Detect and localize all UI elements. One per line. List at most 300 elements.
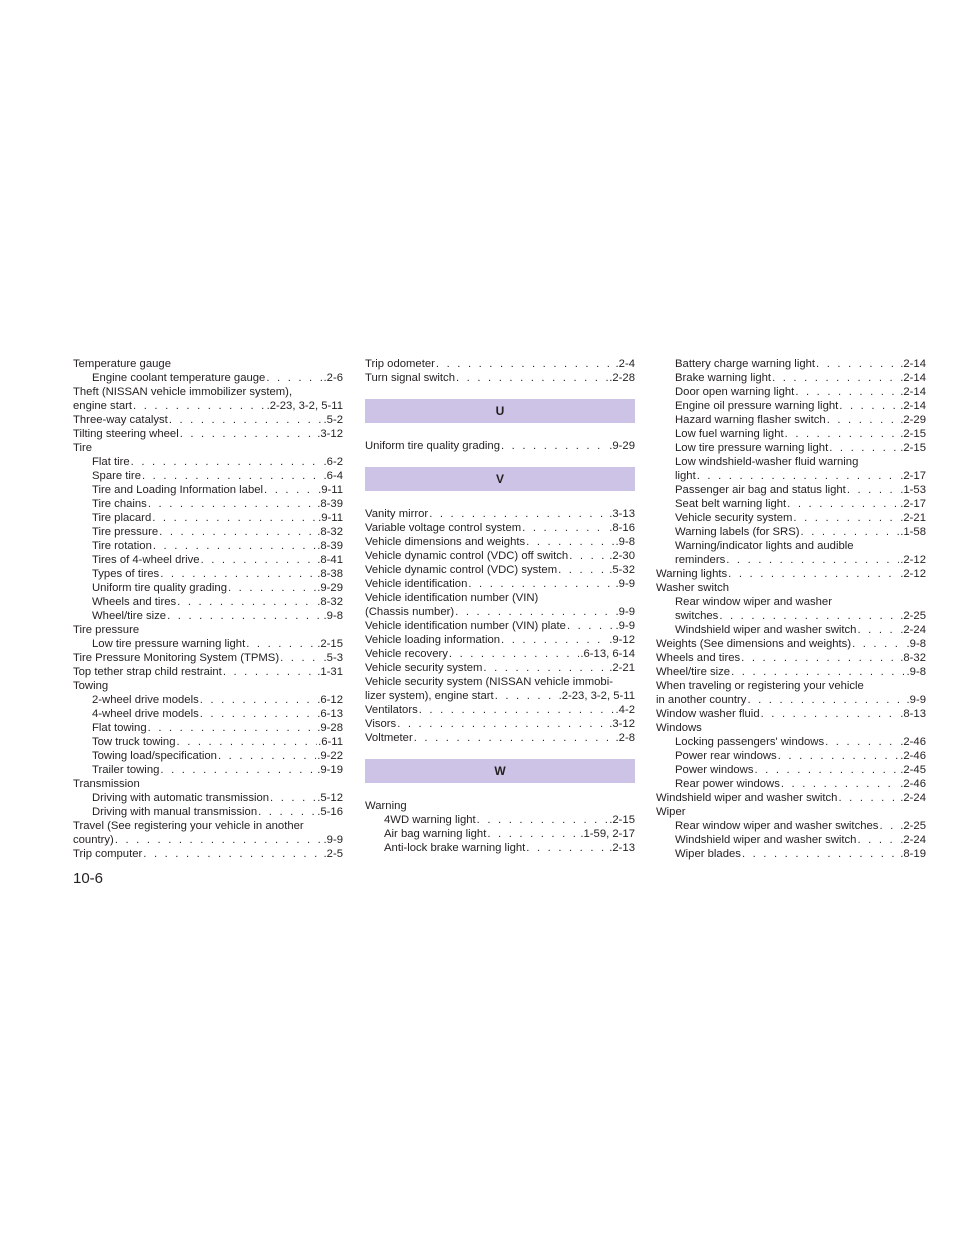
index-entry — [656, 441, 926, 455]
index-entry-page: .9-29 — [317, 582, 343, 594]
index-entry-text: Warning lights — [656, 568, 728, 580]
leader-dots — [133, 399, 266, 413]
index-entry-page: .6-12 — [317, 694, 343, 706]
index-entry-text: Washer switch — [656, 582, 730, 594]
index-entry — [656, 665, 926, 679]
index-entry-page: .2-5 — [323, 848, 343, 860]
index-entry-text: Top tether strap child restraint — [73, 666, 222, 678]
index-entry — [365, 357, 635, 371]
index-entry-text: Theft (NISSAN vehicle immobilizer system), — [73, 386, 293, 398]
index-entry-page: .2-21 — [609, 662, 635, 674]
index-entry-text: Tilting steering wheel — [73, 428, 179, 440]
index-entry-page: .2-46 — [900, 750, 926, 762]
index-entry-page: .5-16 — [317, 806, 343, 818]
index-entry-text: Anti-lock brake warning light — [384, 842, 526, 854]
index-entry — [365, 521, 635, 535]
index-entry-page: .2-46 — [900, 778, 926, 790]
index-entry-page: .2-29 — [900, 414, 926, 426]
index-entry-text: Vanity mirror — [365, 508, 429, 520]
index-entry — [365, 591, 635, 605]
index-entry-page: .1-58 — [900, 526, 926, 538]
index-entry — [365, 605, 635, 619]
index-entry-text: Windows — [656, 722, 702, 734]
index-entry-text: Temperature gauge — [73, 358, 171, 370]
index-entry-text: 4WD warning light — [384, 814, 476, 826]
index-entry-page: .2-15 — [609, 814, 635, 826]
index-entry-text: Windshield wiper and washer switch — [656, 792, 838, 804]
index-entry — [365, 535, 635, 549]
index-entry-text: Driving with manual transmission — [92, 806, 258, 818]
index-entry — [656, 805, 926, 819]
leader-dots — [131, 455, 323, 469]
index-entry-text: Brake warning light — [675, 372, 772, 384]
index-entry — [73, 483, 343, 497]
index-entry — [656, 693, 926, 707]
leader-dots — [795, 385, 899, 399]
index-entry-text: Windshield wiper and washer switch — [675, 624, 857, 636]
index-entry-text: Types of tires — [92, 568, 160, 580]
index-entry — [656, 735, 926, 749]
leader-dots — [159, 525, 316, 539]
index-entry-text: (Chassis number) — [365, 606, 455, 618]
index-entry — [656, 413, 926, 427]
index-entry-page: .8-32 — [900, 652, 926, 664]
index-entry — [73, 833, 343, 847]
index-entry-text: Trailer towing — [92, 764, 160, 776]
leader-dots — [847, 483, 899, 497]
index-entry-text: Tire Pressure Monitoring System (TPMS) — [73, 652, 280, 664]
index-entry — [656, 609, 926, 623]
leader-dots — [180, 427, 317, 441]
index-entry-text: Uniform tire quality grading — [92, 582, 227, 594]
index-entry-text: Wheel/tire size — [656, 666, 731, 678]
index-entry — [365, 577, 635, 591]
leader-dots — [270, 791, 316, 805]
index-entry — [73, 441, 343, 455]
index-entry-text: Tire placard — [92, 512, 152, 524]
leader-dots — [246, 637, 316, 651]
index-entry-text: Wheel/tire size — [92, 610, 167, 622]
index-group-t-continued — [365, 357, 635, 385]
leader-dots — [793, 511, 899, 525]
index-entry-text: Vehicle dynamic control (VDC) system — [365, 564, 558, 576]
index-entry — [656, 679, 926, 693]
leader-dots — [567, 619, 615, 633]
index-entry-text: Vehicle identification number (VIN) — [365, 592, 539, 604]
leader-dots — [258, 805, 316, 819]
index-entry — [656, 833, 926, 847]
index-entry-page: .9-29 — [609, 440, 635, 452]
index-entry-page: .2-28 — [609, 372, 635, 384]
index-entry — [656, 357, 926, 371]
index-entry-text: Spare tire — [92, 470, 141, 482]
index-entry-text: 4-wheel drive models — [92, 708, 199, 720]
index-entry-page: .6-4 — [323, 470, 343, 482]
leader-dots — [522, 521, 608, 535]
leader-dots — [857, 623, 899, 637]
index-entry — [656, 637, 926, 651]
index-entry-page: .8-19 — [900, 848, 926, 860]
index-entry-page: .2-24 — [900, 792, 926, 804]
index-entry-text: Rear power windows — [675, 778, 780, 790]
index-entry-page: .2-23, 3-2, 5-11 — [558, 690, 635, 702]
index-entry-page: .2-15 — [900, 442, 926, 454]
page-number: 10-6 — [73, 870, 104, 887]
index-entry — [73, 693, 343, 707]
index-entry — [656, 511, 926, 525]
index-entry-page: .4-2 — [615, 704, 635, 716]
index-entry-page: .9-8 — [323, 610, 343, 622]
index-entry-page: .9-9 — [615, 578, 635, 590]
index-entry-text: Window washer fluid — [656, 708, 760, 720]
index-entry-page: .2-14 — [900, 400, 926, 412]
index-entry — [73, 413, 343, 427]
index-entry-text: Turn signal switch — [365, 372, 455, 384]
index-entry-text: Weights (See dimensions and weights) — [656, 638, 852, 650]
index-entry-text: Battery charge warning light — [675, 358, 816, 370]
index-entry-page: .2-23, 3-2, 5-11 — [266, 400, 343, 412]
index-entry-text: Wheels and tires — [92, 596, 177, 608]
index-entry-page: .2-14 — [900, 372, 926, 384]
index-entry — [365, 439, 635, 453]
index-entry-page: .9-9 — [906, 694, 926, 706]
index-entry — [656, 399, 926, 413]
index-entry — [73, 553, 343, 567]
leader-dots — [772, 371, 899, 385]
leader-dots — [761, 707, 900, 721]
index-entry — [365, 675, 635, 689]
leader-dots — [483, 661, 608, 675]
leader-dots — [280, 651, 322, 665]
index-entry-text: 2-wheel drive models — [92, 694, 199, 706]
leader-dots — [218, 749, 316, 763]
leader-dots — [167, 609, 322, 623]
index-entry-page: .2-24 — [900, 624, 926, 636]
index-entry-text: Wheels and tires — [656, 652, 741, 664]
index-entry — [656, 763, 926, 777]
index-entry — [73, 651, 343, 665]
index-entry-text: Low windshield-washer fluid warning — [675, 456, 859, 468]
leader-dots — [742, 847, 899, 861]
index-entry-page: .3-12 — [317, 428, 343, 440]
index-column-1 — [73, 357, 343, 861]
leader-dots — [852, 637, 905, 651]
leader-dots — [160, 567, 316, 581]
index-entry — [73, 679, 343, 693]
index-entry — [73, 399, 343, 413]
index-entry — [656, 567, 926, 581]
index-entry — [73, 581, 343, 595]
index-entry-text: country) — [73, 834, 114, 846]
index-entry-page: .8-32 — [317, 596, 343, 608]
index-entry-text: Visors — [365, 718, 397, 730]
index-entry-text: Rear window wiper and washer switches — [675, 820, 879, 832]
index-entry-text: Vehicle recovery — [365, 648, 448, 660]
leader-dots — [177, 735, 318, 749]
index-entry — [656, 749, 926, 763]
index-entry-page: .2-14 — [900, 386, 926, 398]
index-entry — [73, 385, 343, 399]
index-entry — [656, 707, 926, 721]
leader-dots — [143, 847, 322, 861]
leader-dots — [787, 497, 899, 511]
leader-dots — [569, 549, 608, 563]
index-entry — [73, 371, 343, 385]
leader-dots — [857, 833, 899, 847]
leader-dots — [177, 595, 316, 609]
index-entry-text: in another country — [656, 694, 747, 706]
index-entry-page: .9-11 — [318, 484, 343, 496]
index-entry-text: Rear window wiper and washer — [675, 596, 832, 608]
index-entry-text: Tire — [73, 442, 93, 454]
index-entry-page: .8-32 — [317, 526, 343, 538]
index-entry-text: Flat tire — [92, 456, 130, 468]
index-entry-page: .6-13 — [317, 708, 343, 720]
index-entry — [365, 619, 635, 633]
leader-dots — [785, 427, 900, 441]
index-entry — [73, 623, 343, 637]
leader-dots — [414, 731, 615, 745]
index-entry — [365, 661, 635, 675]
index-entry-page: .8-38 — [317, 568, 343, 580]
leader-dots — [153, 539, 316, 553]
leader-dots — [455, 605, 614, 619]
leader-dots — [266, 371, 322, 385]
leader-dots — [160, 763, 316, 777]
index-entry — [73, 791, 343, 805]
leader-dots — [477, 813, 609, 827]
index-entry — [365, 827, 635, 841]
index-entry-page: .8-39 — [317, 540, 343, 552]
index-entry-page: .2-24 — [900, 834, 926, 846]
index-entry-page: .8-13 — [900, 708, 926, 720]
index-entry — [73, 469, 343, 483]
index-entry-text: Travel (See registering your vehicle in another — [73, 820, 304, 832]
index-entry-page: .1-53 — [900, 484, 926, 496]
index-entry-text: Low tire pressure warning light — [92, 638, 246, 650]
leader-dots — [201, 553, 317, 567]
index-entry — [73, 595, 343, 609]
leader-dots — [501, 439, 608, 453]
leader-dots — [169, 413, 323, 427]
section-header-w: W — [365, 759, 635, 783]
index-entry — [73, 763, 343, 777]
leader-dots — [879, 819, 899, 833]
leader-dots — [829, 441, 899, 455]
index-entry-page: .9-22 — [317, 750, 343, 762]
index-entry-page: .9-12 — [609, 634, 635, 646]
index-entry-text: Vehicle dimensions and weights — [365, 536, 526, 548]
index-entry-text: reminders — [675, 554, 726, 566]
index-entry-page: .2-45 — [900, 764, 926, 776]
leader-dots — [148, 497, 316, 511]
index-entry-page: .3-13 — [609, 508, 635, 520]
leader-dots — [754, 763, 899, 777]
leader-dots — [719, 609, 899, 623]
index-entry-text: switches — [675, 610, 719, 622]
leader-dots — [495, 689, 558, 703]
leader-dots — [449, 647, 579, 661]
index-entry-page: .6-2 — [323, 456, 343, 468]
index-entry-text: Tire pressure — [73, 624, 140, 636]
leader-dots — [526, 535, 614, 549]
index-entry — [73, 637, 343, 651]
leader-dots — [728, 567, 899, 581]
index-entry — [365, 647, 635, 661]
index-entry — [656, 777, 926, 791]
index-entry-text: Engine coolant temperature gauge — [92, 372, 266, 384]
index-group-w — [365, 799, 635, 855]
index-column-3 — [656, 357, 926, 861]
leader-dots — [839, 399, 899, 413]
section-header-u: U — [365, 399, 635, 423]
index-entry-text: Seat belt warning light — [675, 498, 787, 510]
index-entry — [365, 731, 635, 745]
index-entry-text: Warning labels (for SRS) — [675, 526, 800, 538]
index-entry-page: .2-21 — [900, 512, 926, 524]
leader-dots — [142, 469, 323, 483]
index-entry — [656, 525, 926, 539]
index-entry — [73, 511, 343, 525]
leader-dots — [825, 735, 899, 749]
index-entry — [656, 497, 926, 511]
index-entry — [365, 813, 635, 827]
index-entry-page: .9-28 — [317, 722, 343, 734]
index-entry-text: Low fuel warning light — [675, 428, 784, 440]
index-entry-page: .2-15 — [900, 428, 926, 440]
index-entry-page: .9-9 — [323, 834, 343, 846]
index-entry-text: Wiper blades — [675, 848, 741, 860]
index-entry-text: Vehicle security system — [675, 512, 793, 524]
index-entry — [656, 819, 926, 833]
index-entry — [656, 791, 926, 805]
index-entry — [656, 539, 926, 553]
index-entry-page: .9-11 — [318, 512, 343, 524]
index-entry-text: Door open warning light — [675, 386, 795, 398]
index-entry-text: Trip computer — [73, 848, 143, 860]
leader-dots — [816, 357, 899, 371]
index-entry-page: .5-12 — [317, 792, 343, 804]
section-header-v: V — [365, 467, 635, 491]
leader-dots — [801, 525, 900, 539]
index-entry-page: .2-46 — [900, 736, 926, 748]
index-entry-page: .5-32 — [609, 564, 635, 576]
index-entry-page: .9-8 — [615, 536, 635, 548]
index-entry — [656, 469, 926, 483]
index-entry — [73, 707, 343, 721]
index-entry-page: .6-13, 6-14 — [580, 648, 635, 660]
index-entry-page: .2-14 — [900, 358, 926, 370]
index-entry-text: Power rear windows — [675, 750, 777, 762]
index-entry — [656, 721, 926, 735]
index-entry — [656, 623, 926, 637]
leader-dots — [781, 777, 899, 791]
index-group-v — [365, 507, 635, 745]
index-entry-page: .5-3 — [323, 652, 343, 664]
index-entry-page: .9-8 — [906, 638, 926, 650]
index-entry — [73, 777, 343, 791]
leader-dots — [419, 703, 615, 717]
index-entry-page: .3-12 — [609, 718, 635, 730]
leader-dots — [228, 581, 316, 595]
index-entry-text: Tires of 4-wheel drive — [92, 554, 200, 566]
leader-dots — [526, 841, 608, 855]
leader-dots — [397, 717, 608, 731]
leader-dots — [838, 791, 899, 805]
leader-dots — [152, 511, 317, 525]
index-entry-text: engine start — [73, 400, 133, 412]
index-entry-text: Vehicle loading information — [365, 634, 501, 646]
index-entry-page: .2-25 — [900, 610, 926, 622]
index-entry-page: .8-16 — [609, 522, 635, 534]
index-entry-text: Vehicle dynamic control (VDC) off switch — [365, 550, 569, 562]
index-entry-page: .2-4 — [615, 358, 635, 370]
leader-dots — [778, 749, 900, 763]
leader-dots — [468, 577, 614, 591]
index-entry-text: Vehicle identification number (VIN) plate — [365, 620, 566, 632]
leader-dots — [436, 357, 615, 371]
index-entry — [365, 799, 635, 813]
index-entry-text: lizer system), engine start — [365, 690, 494, 702]
index-entry-text: Flat towing — [92, 722, 147, 734]
index-entry-text: Driving with automatic transmission — [92, 792, 270, 804]
leader-dots — [827, 413, 900, 427]
index-entry-text: Transmission — [73, 778, 140, 790]
index-entry-page: .2-12 — [900, 568, 926, 580]
index-entry — [73, 567, 343, 581]
index-entry-text: Engine oil pressure warning light — [675, 400, 839, 412]
index-entry — [365, 549, 635, 563]
index-entry — [73, 427, 343, 441]
index-entry — [365, 371, 635, 385]
index-entry — [73, 357, 343, 371]
index-entry-text: Tire pressure — [92, 526, 159, 538]
leader-dots — [697, 469, 900, 483]
index-entry-text: Air bag warning light — [384, 828, 487, 840]
index-entry-text: When traveling or registering your vehicle — [656, 680, 864, 692]
index-entry-text: Towing — [73, 680, 109, 692]
index-entry-text: Vehicle identification — [365, 578, 468, 590]
index-entry-text: Vehicle security system — [365, 662, 483, 674]
leader-dots — [747, 693, 905, 707]
index-entry-page: .2-8 — [615, 732, 635, 744]
index-entry — [73, 455, 343, 469]
index-entry — [365, 717, 635, 731]
index-entry — [656, 483, 926, 497]
leader-dots — [223, 665, 316, 679]
index-entry — [656, 371, 926, 385]
index-entry-page: .2-6 — [323, 372, 343, 384]
index-entry-text: Windshield wiper and washer switch — [675, 834, 857, 846]
index-entry — [73, 819, 343, 833]
index-entry — [73, 525, 343, 539]
leader-dots — [726, 553, 899, 567]
leader-dots — [264, 483, 317, 497]
index-entry-page: .2-13 — [609, 842, 635, 854]
index-entry — [73, 609, 343, 623]
index-entry — [73, 805, 343, 819]
leader-dots — [731, 665, 905, 679]
index-entry-text: Power windows — [675, 764, 754, 776]
leader-dots — [200, 693, 317, 707]
index-entry-page: .9-19 — [317, 764, 343, 776]
index-entry-page: .2-17 — [900, 498, 926, 510]
index-entry-text: Variable voltage control system — [365, 522, 522, 534]
leader-dots — [487, 827, 579, 841]
index-entry — [656, 581, 926, 595]
leader-dots — [115, 833, 323, 847]
index-entry-text: Warning/indicator lights and audible — [675, 540, 854, 552]
